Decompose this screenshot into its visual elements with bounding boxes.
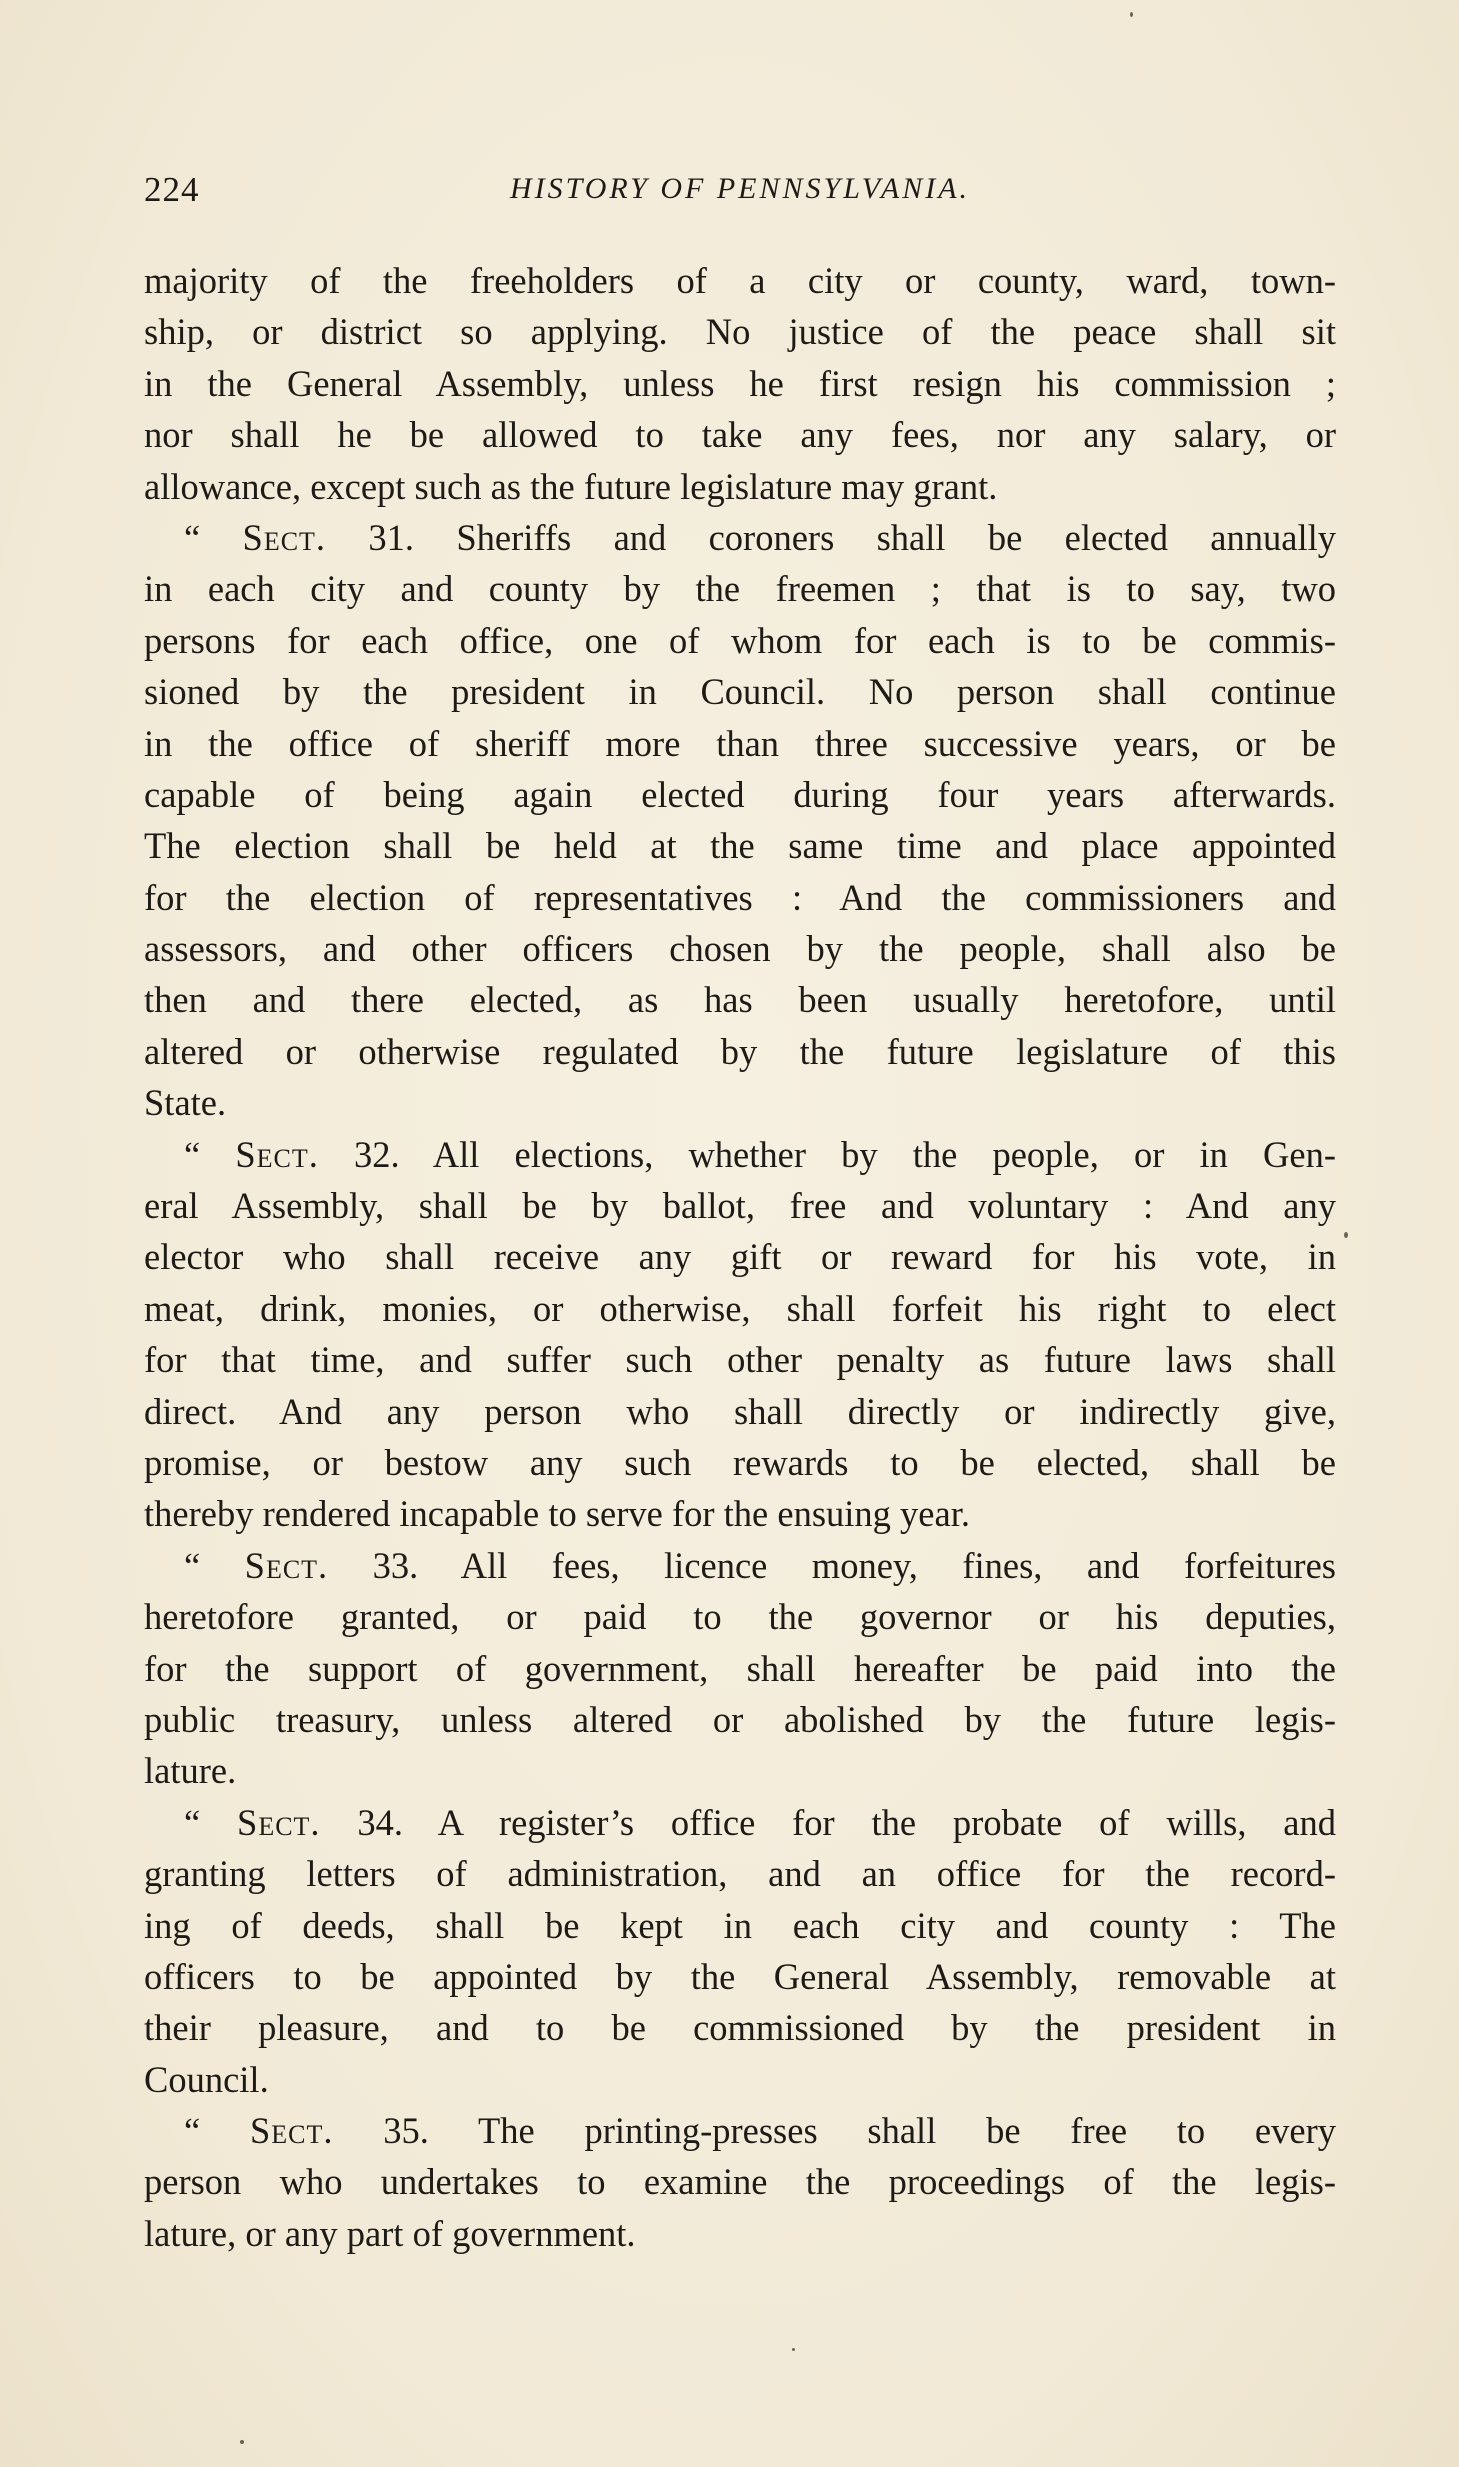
text-line xyxy=(144,2002,1336,2053)
page-number: 224 xyxy=(144,170,200,209)
text-line xyxy=(144,563,1336,614)
text-line xyxy=(144,461,1336,512)
text-line xyxy=(144,1540,1336,1591)
text-line xyxy=(144,306,1336,357)
scan-speck xyxy=(792,2348,795,2351)
text-line xyxy=(144,1694,1336,1745)
line-text: in the office of sheriff more than three successive years, or be xyxy=(144,722,1336,764)
text-line xyxy=(144,820,1336,871)
line-text: 35. The printing-presses shall be free to every xyxy=(333,2110,1336,2152)
line-text: ing of deeds, shall be kept in each city and county : The xyxy=(144,1904,1336,1946)
text-line xyxy=(144,923,1336,974)
line-text: for the election of representatives : And the commissioners and xyxy=(144,876,1336,918)
opening-quote: “ xyxy=(184,516,243,558)
text-line xyxy=(144,1283,1336,1334)
line-text: promise, or bestow any such rewards to be elected, shall be xyxy=(144,1441,1336,1483)
text-line xyxy=(144,2105,1336,2156)
text-line xyxy=(144,409,1336,460)
text-line xyxy=(144,1797,1336,1848)
text-line xyxy=(144,1026,1336,1077)
line-text: persons for each office, one of whom for each is to be commis- xyxy=(144,619,1336,661)
text-line xyxy=(144,1386,1336,1437)
text-line xyxy=(144,2156,1336,2207)
line-text: sioned by the president in Council. No person shall continue xyxy=(144,671,1336,713)
line-text: lature, or any part of government. xyxy=(144,2212,636,2254)
line-text: in the General Assembly, unless he first resign his commission ; xyxy=(144,362,1336,404)
line-text: officers to be appointed by the General Assembly, removable at xyxy=(144,1955,1336,1997)
text-line xyxy=(144,1334,1336,1385)
line-text: lature. xyxy=(144,1750,237,1792)
line-text: then and there elected, as has been usually heretofore, until xyxy=(144,979,1336,1021)
text-line xyxy=(144,2208,1336,2259)
line-text: allowance, except such as the future legislature may grant. xyxy=(144,465,998,507)
line-text: eral Assembly, shall be by ballot, free and voluntary : And any xyxy=(144,1185,1336,1227)
scan-speck xyxy=(1130,12,1133,17)
body-text xyxy=(144,255,1336,2259)
text-line xyxy=(144,358,1336,409)
section-label: Sect. xyxy=(235,1133,319,1175)
text-line xyxy=(144,872,1336,923)
line-text: for the support of government, shall hereafter be paid into the xyxy=(144,1647,1336,1689)
line-text: 33. All fees, licence money, fines, and forfeitures xyxy=(328,1544,1336,1586)
line-text: elector who shall receive any gift or reward for his vote, in xyxy=(144,1236,1336,1278)
text-line xyxy=(144,1231,1336,1282)
line-text: ship, or district so applying. No justice of the peace shall sit xyxy=(144,311,1336,353)
line-text: State. xyxy=(144,1082,227,1124)
line-text: The election shall be held at the same time and place appointed xyxy=(144,825,1336,867)
line-text: direct. And any person who shall directly or indirectly give, xyxy=(144,1390,1336,1432)
text-line xyxy=(144,974,1336,1025)
text-line xyxy=(144,1900,1336,1951)
text-line xyxy=(144,1129,1336,1180)
text-line xyxy=(144,512,1336,563)
line-text: in each city and county by the freemen ; that is to say, two xyxy=(144,568,1336,610)
section-label: Sect. xyxy=(244,1544,329,1586)
text-line xyxy=(144,1591,1336,1642)
running-title: HISTORY OF PENNSYLVANIA. xyxy=(509,172,971,205)
line-text: their pleasure, and to be commissioned by the president in xyxy=(144,2007,1336,2049)
opening-quote: “ xyxy=(184,1544,245,1586)
text-line xyxy=(144,1745,1336,1796)
text-line xyxy=(144,718,1336,769)
text-line xyxy=(144,1437,1336,1488)
section-label: Sect. xyxy=(237,1801,321,1843)
line-text: person who undertakes to examine the proceedings of the legis- xyxy=(144,2161,1336,2203)
line-text: granting letters of administration, and an office for the record- xyxy=(144,1853,1336,1895)
line-text: majority of the freeholders of a city or county, ward, town- xyxy=(144,260,1336,301)
opening-quote: “ xyxy=(184,1801,238,1843)
section-label: Sect. xyxy=(242,516,327,558)
text-line xyxy=(144,1180,1336,1231)
line-text: heretofore granted, or paid to the governor or his deputies, xyxy=(144,1596,1336,1638)
text-line xyxy=(144,666,1336,717)
line-text: 32. All elections, whether by the people, or in Gen- xyxy=(318,1133,1336,1175)
text-line xyxy=(144,2054,1336,2105)
line-text: altered or otherwise regulated by the future legislature of this xyxy=(144,1030,1336,1072)
line-text: Council. xyxy=(144,2058,269,2100)
line-text: assessors, and other officers chosen by the people, shall also be xyxy=(144,928,1336,970)
text-line xyxy=(144,255,1336,306)
text-line xyxy=(144,1848,1336,1899)
opening-quote: “ xyxy=(184,1133,236,1175)
text-line xyxy=(144,1077,1336,1128)
text-line xyxy=(144,769,1336,820)
line-text: meat, drink, monies, or otherwise, shall forfeit his right to elect xyxy=(144,1287,1336,1329)
opening-quote: “ xyxy=(184,2110,250,2152)
scan-speck xyxy=(240,2440,244,2444)
line-text: 34. A register’s office for the probate of wills, and xyxy=(320,1801,1337,1843)
text-line xyxy=(144,1488,1336,1539)
line-text: capable of being again elected during four years afterwards. xyxy=(144,773,1336,815)
scan-speck xyxy=(1344,1232,1348,1238)
line-text: public treasury, unless altered or abolished by the future legis- xyxy=(144,1698,1336,1740)
line-text: for that time, and suffer such other penalty as future laws shall xyxy=(144,1339,1336,1381)
section-label: Sect. xyxy=(249,2110,334,2152)
text-line xyxy=(144,1643,1336,1694)
page-header xyxy=(144,170,1336,220)
line-text: nor shall he be allowed to take any fees, nor any salary, or xyxy=(144,414,1336,456)
text-line xyxy=(144,1951,1336,2002)
line-text: thereby rendered incapable to serve for the ensuing year. xyxy=(144,1493,970,1535)
line-text: 31. Sheriffs and coroners shall be elected annually xyxy=(326,516,1336,558)
text-line xyxy=(144,615,1336,666)
